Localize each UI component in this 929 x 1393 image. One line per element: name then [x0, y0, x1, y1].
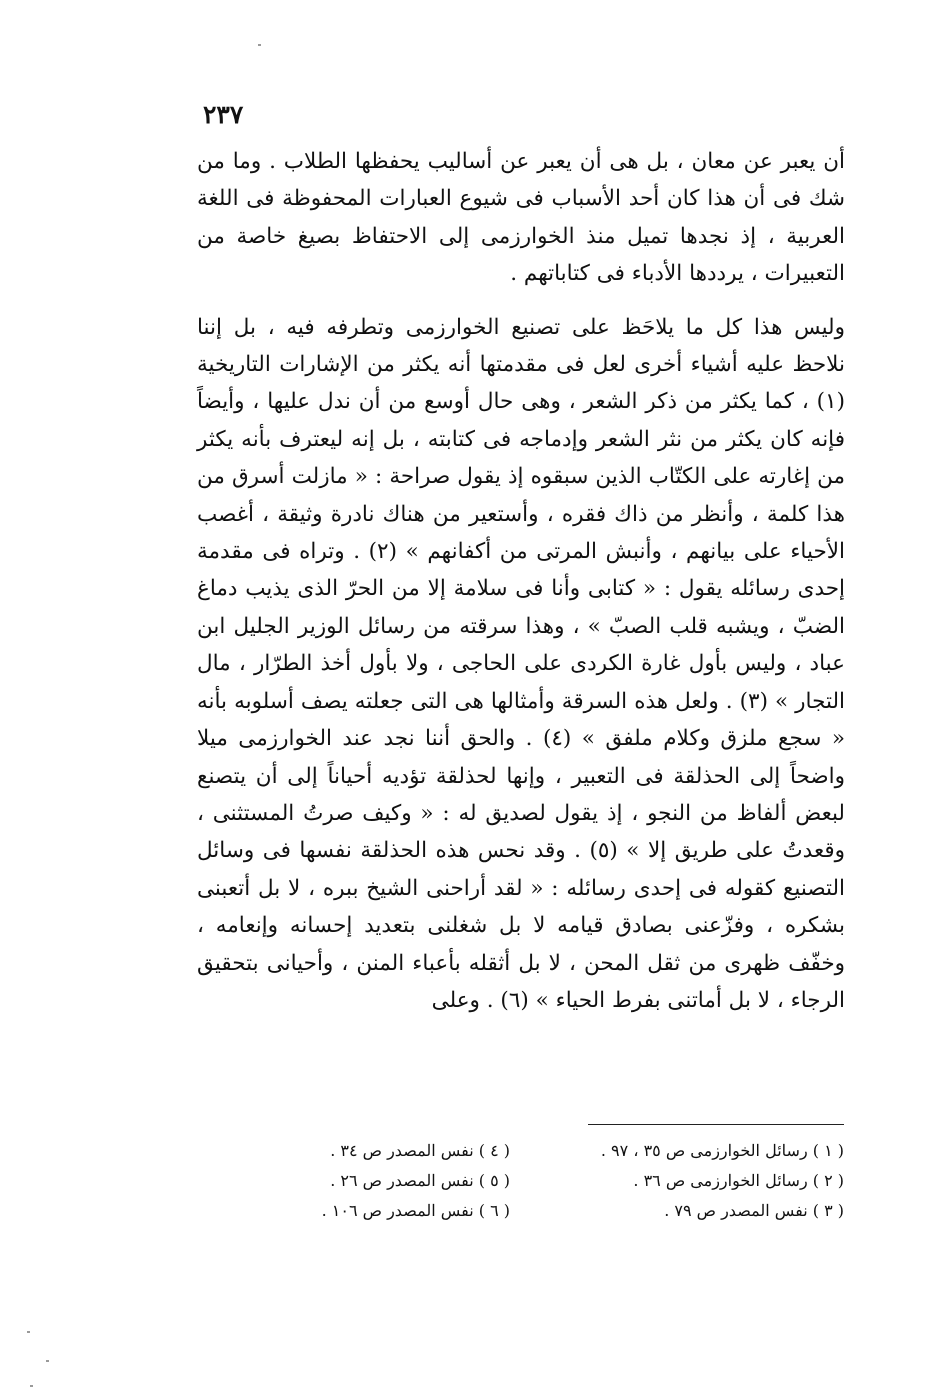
footnote-4: ( ٤ ) نفس المصدر ص ٣٤ .	[330, 1141, 510, 1160]
footnote-1: ( ١ ) رسائل الخوارزمى ص ٣٥ ، ٩٧ .	[600, 1141, 844, 1160]
scan-speck	[27, 1331, 30, 1333]
footnote-5: ( ٥ ) نفس المصدر ص ٢٦ .	[330, 1171, 510, 1190]
footnote-column-right	[554, 1136, 844, 1226]
scan-speck	[30, 1385, 33, 1387]
scan-speck	[46, 1360, 49, 1362]
footnotes	[280, 1136, 844, 1226]
footnote-6: ( ٦ ) نفس المصدر ص ١٠٦ .	[321, 1201, 510, 1220]
paragraph: وليس هذا كل ما يلاحَظ على تصنيع الخوارزمى وتطرفه فيه ، بل إننا نلاحظ عليه أشياء أخرى لعل فى مقدمتها أنه يكثر من الإشارات التاريخية (١) ، كما يكثر من ذكر الشعر ، وهى حال أوسع من أن ندل عليها ، وأيضاً فإنه كان يكثر من نثر الشعر وإدماجه فى كتابته ، بل إنه ليعترف بأنه يكثر من إغارته على الكتّاب الذين سبقوه إذ يقول صراحة : « مازلت أسرق من هذا كلمة ، وأنظر من ذاك فقره ، وأستعير من هناك نادرة وثيقة ، أغصب الأحياء على بيانهم ، وأنبش المرتى من أكفانهم » (٢) . وتراه فى مقدمة إحدى رسائله يقول : « كتابى وأنا فى سلامة إلا من الحرّ الذى يذيب دماغ الضبّ ، ويشبه قلب الصبّ » ، وهذا سرقته من رسائل الوزير الجليل ابن عباد ، وليس بأول غارة الكردى على الحاجى ، ولا بأول أخذ الطرّار ، مال التجار » (٣) . ولعل هذه السرقة وأمثالها هى التى جعلته يصف أسلوبه بأنه « سجع ملزق وكلام ملفق » (٤) . والحق أننا نجد عند الخوارزمى ميلا واضحاً إلى الحذلقة فى التعبير ، وإنها لحذلقة تؤديه أحياناً إلى أن يتصنع لبعض ألفاظ من النجو ، إذ يقول لصديق له : « وكيف صرتُ المستثنى ، وقعدتُ على طريق إلا » (٥) . وقد نحس هذه الحذلقة نفسها فى وسائل التصنيع كقوله فى إحدى رسائله : « لقد أراحنى الشيخ ببره ، لا بل أتعبنى بشكره ، وفزّعنى بصادق قيامه لا بل شغلنى بتعديد إحسانه وإنعامه ، وخفّف ظهرى من ثقل المحن ، لا بل أثقله بأعباء المنن ، وأحيانى بتحقيق الرجاء ، لا بل أماتنى بفرط الحياء » (٦) . وعلى	[197, 314, 845, 1013]
body-text	[197, 143, 845, 1019]
page-number: ٢٣٧	[203, 100, 244, 129]
paragraph: أن يعبر عن معان ، بل هى أن يعبر عن أساليب يحفظها الطلاب . وما من شك فى أن هذا كان أحد الأسباب فى شيوع العبارات المحفوظة فى اللغة العربية ، إذ نجدها تميل منذ الخوارزمى إلى الاحتفاظ بصيغ خاصة من التعبيرات ، يرددها الأدباء فى كتاباتهم .	[197, 149, 845, 287]
footnote-divider	[588, 1124, 844, 1125]
footnote-2: ( ٢ ) رسائل الخوارزمى ص ٣٦ .	[633, 1171, 844, 1190]
footnote-3: ( ٣ ) نفس المصدر ص ٧٩ .	[664, 1201, 844, 1220]
scan-speck	[258, 44, 261, 46]
footnote-column-left	[280, 1136, 510, 1226]
